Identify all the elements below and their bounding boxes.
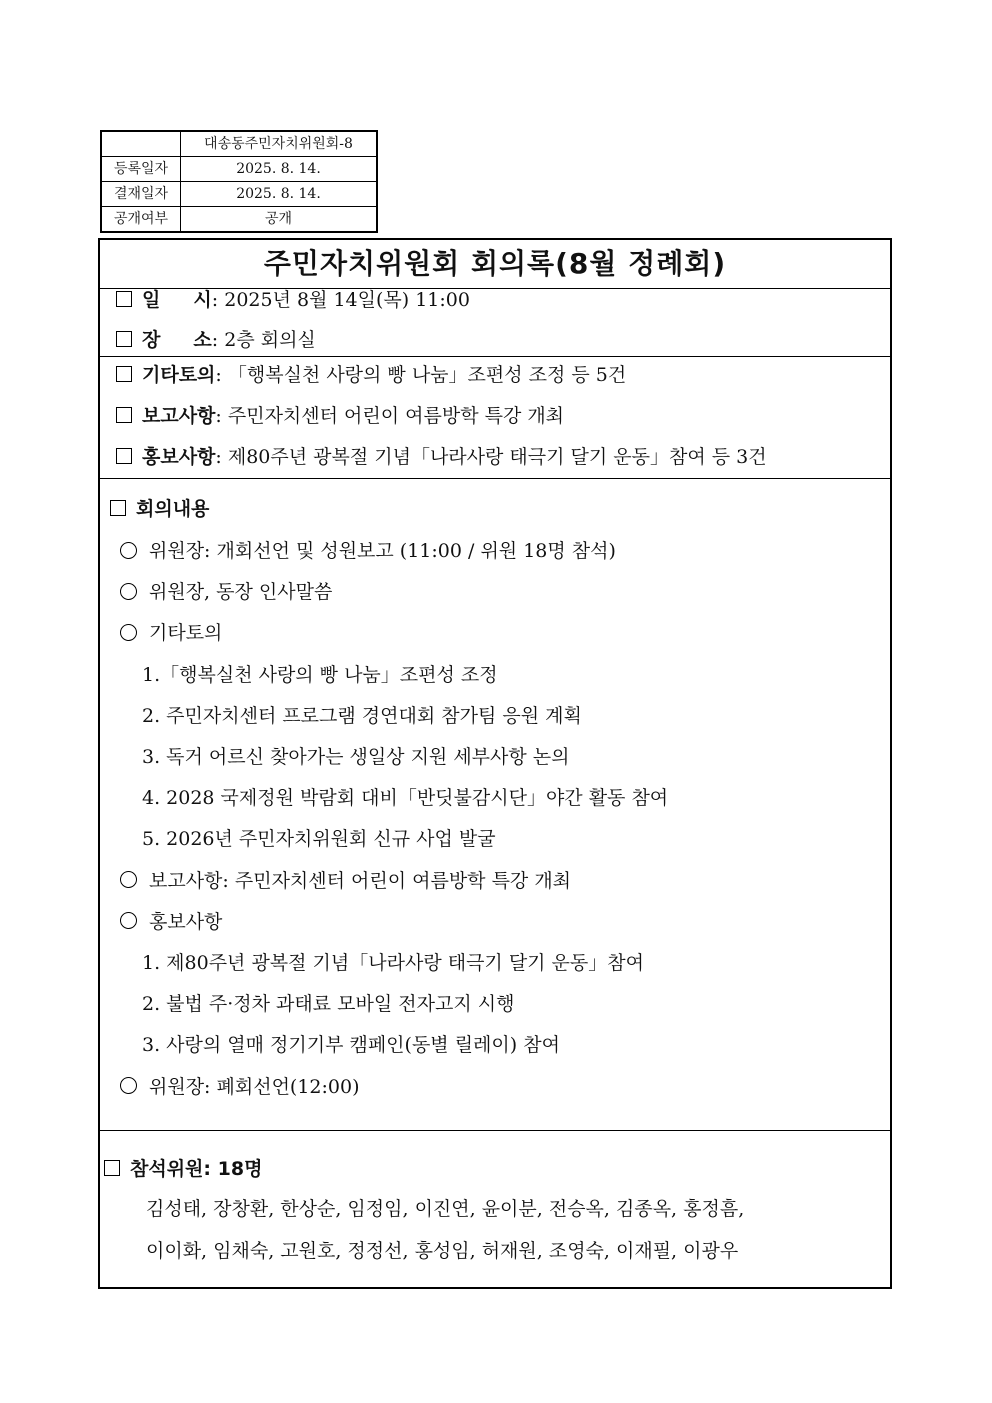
other-value: : 「행복실천 사랑의 빵 나눔」조편성 조정 등 5건 — [215, 364, 627, 386]
content-subitem — [142, 949, 644, 977]
content-subitem — [142, 784, 668, 812]
content-subitem — [142, 825, 496, 853]
page-title: 주민자치위원회 회의록(8월 정례회) — [100, 240, 890, 289]
checkbox-icon — [116, 448, 132, 464]
content-item — [120, 578, 332, 606]
registration-empty-cell — [101, 131, 181, 157]
registration-doc-row — [101, 131, 377, 157]
circle-bullet-icon — [120, 624, 137, 641]
circle-bullet-icon — [120, 912, 137, 929]
registration-label: 결재일자 — [101, 182, 181, 207]
content-item — [120, 537, 616, 565]
doc-number: 대송동주민자치위원회-8 — [181, 131, 378, 157]
place-value: : 2층 회의실 — [211, 329, 316, 351]
content-subitem — [142, 1031, 560, 1059]
checkbox-icon — [116, 407, 132, 423]
content-item-text: 3. 독거 어르신 찾아가는 생일상 지원 세부사항 논의 — [142, 746, 570, 768]
registration-label: 등록일자 — [101, 157, 181, 182]
place-line — [116, 327, 316, 353]
report-line — [116, 402, 564, 430]
content-item-text: 위원장, 동장 인사말씀 — [149, 581, 333, 604]
attendance-heading — [104, 1155, 262, 1183]
report-label: 보고사항 — [142, 405, 216, 427]
checkbox-icon — [110, 500, 126, 516]
registration-row — [101, 207, 377, 233]
content-subitem — [142, 661, 498, 689]
registration-table — [100, 130, 378, 233]
date-line — [116, 287, 470, 313]
attendance-names-line2: 이이화, 임채숙, 고원호, 정정선, 홍성임, 허재원, 조영숙, 이재필, 이광우 — [146, 1240, 739, 1262]
circle-bullet-icon — [120, 1077, 137, 1094]
content-item-text: 보고사항: 주민자치센터 어린이 여름방학 특강 개최 — [149, 869, 572, 892]
registration-row — [101, 157, 377, 182]
summary-section — [100, 357, 890, 479]
promo-value: : 제80주년 광복절 기념「나라사랑 태극기 달기 운동」참여 등 3건 — [215, 446, 767, 468]
report-value: : 주민자치센터 어린이 여름방학 특강 개최 — [215, 405, 565, 427]
registration-label: 공개여부 — [101, 207, 181, 233]
promo-line — [116, 443, 767, 471]
meeting-info-section — [100, 289, 890, 357]
attendance-label: 참석위원: 18명 — [130, 1158, 263, 1180]
content-item-text: 5. 2026년 주민자치위원회 신규 사업 발굴 — [142, 828, 496, 851]
circle-bullet-icon — [120, 583, 137, 600]
circle-bullet-icon — [120, 871, 137, 888]
content-item-text: 1.「행복실천 사랑의 빵 나눔」조편성 조정 — [142, 663, 498, 686]
content-item — [120, 908, 222, 936]
content-subitem — [142, 702, 582, 730]
content-item — [120, 619, 222, 647]
registration-value: 공개 — [181, 207, 378, 233]
checkbox-icon — [104, 1160, 120, 1176]
content-heading — [110, 495, 209, 523]
date-label: 일 시 — [142, 289, 212, 311]
content-item-text: 홍보사항 — [149, 910, 223, 933]
other-line — [116, 361, 626, 389]
checkbox-icon — [116, 291, 132, 307]
attendance-names-line1: 김성태, 장창환, 한상순, 임정임, 이진연, 윤이분, 전승옥, 김종옥, 홍정흠, — [146, 1198, 745, 1220]
content-subitem — [142, 743, 570, 771]
content-item-text: 2. 불법 주·정차 과태료 모바일 전자고지 시행 — [142, 993, 515, 1016]
content-item-text: 기타토의 — [149, 622, 223, 645]
date-value: : 2025년 8월 14일(목) 11:00 — [211, 289, 470, 311]
checkbox-icon — [116, 366, 132, 382]
place-label: 장 소 — [142, 329, 212, 351]
content-section — [100, 479, 890, 1131]
registration-row — [101, 182, 377, 207]
content-item-text: 4. 2028 국제정원 박람회 대비「반딧불감시단」야간 활동 참여 — [142, 787, 669, 810]
content-item-text: 1. 제80주년 광복절 기념「나라사랑 태극기 달기 운동」참여 — [142, 952, 644, 974]
minutes-box — [98, 238, 892, 1289]
content-heading-label: 회의내용 — [136, 498, 210, 520]
content-item-text: 2. 주민자치센터 프로그램 경연대회 참가팀 응원 계획 — [142, 704, 582, 727]
promo-label: 홍보사항 — [142, 446, 216, 468]
content-subitem — [142, 990, 514, 1018]
content-item-text: 위원장: 개회선언 및 성원보고 (11:00 / 위원 18명 참석) — [149, 540, 616, 562]
content-item — [120, 1073, 360, 1101]
registration-value: 2025. 8. 14. — [181, 182, 378, 207]
checkbox-icon — [116, 331, 132, 347]
content-item — [120, 867, 571, 895]
registration-value: 2025. 8. 14. — [181, 157, 378, 182]
content-item-text: 3. 사랑의 열매 정기기부 캠페인(동별 릴레이) 참여 — [142, 1034, 560, 1057]
circle-bullet-icon — [120, 542, 137, 559]
other-label: 기타토의 — [142, 364, 216, 386]
content-item-text: 위원장: 폐회선언(12:00) — [149, 1075, 360, 1098]
